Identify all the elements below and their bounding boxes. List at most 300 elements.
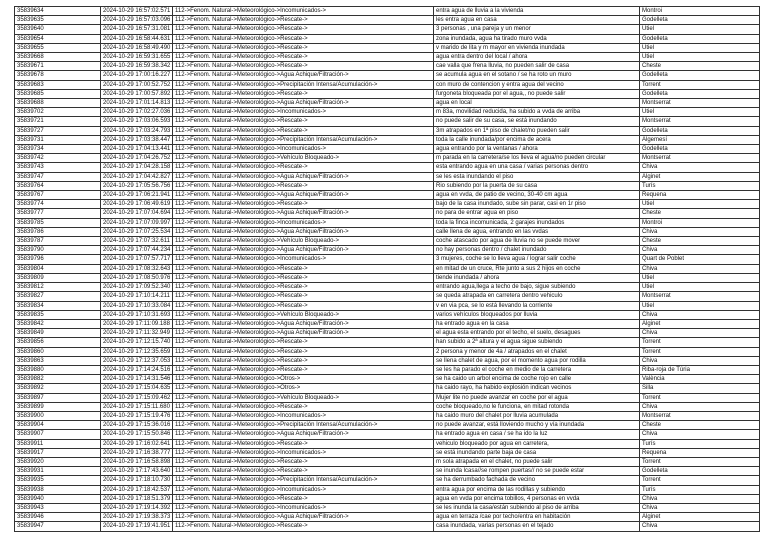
description-cell: m sola atrapada en el chalet, no puede salir <box>434 457 640 466</box>
municipality-cell: Alginet <box>640 319 760 328</box>
incident-id-cell: 35839842 <box>15 319 101 328</box>
table-row <box>15 237 760 246</box>
description-cell: se les ha parado el coche en medio de la carretera <box>434 365 640 374</box>
timestamp-cell: 2024-10-29 17:03:06.593 <box>101 117 173 126</box>
incident-table <box>14 6 760 532</box>
incident-id-cell: 35839892 <box>15 384 101 393</box>
category-cell: 112->Fenom. Natural->Meteorológico->Rescate-> <box>173 356 434 365</box>
table-row <box>15 402 760 411</box>
municipality-cell: Chiva <box>640 310 760 319</box>
municipality-cell: Utiel <box>640 200 760 209</box>
table-row <box>15 421 760 430</box>
table-row <box>15 16 760 25</box>
category-cell: 112->Fenom. Natural->Meteorológico->Rescate-> <box>173 62 434 71</box>
description-cell: vehiculo bloqueado por agua en carretera, <box>434 439 640 448</box>
municipality-cell: Turís <box>640 485 760 494</box>
timestamp-cell: 2024-10-29 17:15:19.476 <box>101 411 173 420</box>
municipality-cell: Godelleta <box>640 126 760 135</box>
category-cell: 112->Fenom. Natural->Meteorológico->Agua Achique/Filtración-> <box>173 246 434 255</box>
category-cell: 112->Fenom. Natural->Meteorológico->Rescate-> <box>173 89 434 98</box>
municipality-cell: Riba-roja de Túria <box>640 365 760 374</box>
incident-id-cell: 35839668 <box>15 53 101 62</box>
incident-id-cell: 35839812 <box>15 283 101 292</box>
municipality-cell: Chiva <box>640 246 760 255</box>
municipality-cell: Godelleta <box>640 34 760 43</box>
category-cell: 112->Fenom. Natural->Meteorológico->Rescate-> <box>173 200 434 209</box>
category-cell: 112->Fenom. Natural->Meteorológico->Rescate-> <box>173 283 434 292</box>
description-cell: agua en vvda, de patio de vecino, 30-40 cm agua <box>434 191 640 200</box>
table-row <box>15 485 760 494</box>
description-cell: no puede avanzar, está lloviendo mucho y vía inundada <box>434 421 640 430</box>
incident-id-cell: 35839904 <box>15 421 101 430</box>
municipality-cell: Montroi <box>640 7 760 16</box>
municipality-cell: Torrent <box>640 338 760 347</box>
table-row <box>15 411 760 420</box>
timestamp-cell: 2024-10-29 17:07:57.717 <box>101 255 173 264</box>
table-row <box>15 117 760 126</box>
description-cell: agua en local <box>434 99 640 108</box>
incident-id-cell: 35839678 <box>15 71 101 80</box>
category-cell: 112->Fenom. Natural->Meteorológico->Otros-> <box>173 375 434 384</box>
municipality-cell: Montserrat <box>640 99 760 108</box>
description-cell: 3m atrapados en 1ª piso de chalet/no pueden salir <box>434 126 640 135</box>
table-row <box>15 393 760 402</box>
municipality-cell: Utiel <box>640 301 760 310</box>
table-row <box>15 448 760 457</box>
table-row <box>15 227 760 236</box>
table-row <box>15 467 760 476</box>
incident-id-cell: 35839947 <box>15 522 101 531</box>
table-row <box>15 135 760 144</box>
category-cell: 112->Fenom. Natural->Meteorológico->Incomunicados-> <box>173 108 434 117</box>
category-cell: 112->Fenom. Natural->Meteorológico->Agua Achique/Filtración-> <box>173 172 434 181</box>
description-cell: m 83a, movilidad reducida, ha subido a vvda de arriba <box>434 108 640 117</box>
timestamp-cell: 2024-10-29 17:05:56.756 <box>101 181 173 190</box>
municipality-cell: Torrent <box>640 476 760 485</box>
municipality-cell: Chiva <box>640 430 760 439</box>
incident-id-cell: 35839907 <box>15 430 101 439</box>
category-cell: 112->Fenom. Natural->Meteorológico->Agua Achique/Filtración-> <box>173 319 434 328</box>
table-row <box>15 89 760 98</box>
timestamp-cell: 2024-10-29 17:19:14.392 <box>101 503 173 512</box>
incident-id-cell: 35839731 <box>15 135 101 144</box>
municipality-cell: Turís <box>640 181 760 190</box>
description-cell: zona inundada, agua ha tirado muro vvda <box>434 34 640 43</box>
timestamp-cell: 2024-10-29 17:17:43.640 <box>101 467 173 476</box>
description-cell: se llena chalet de agua, por el momento agua por rodilla <box>434 356 640 365</box>
timestamp-cell: 2024-10-29 17:07:25.534 <box>101 227 173 236</box>
table-row <box>15 53 760 62</box>
timestamp-cell: 2024-10-29 17:11:32.949 <box>101 329 173 338</box>
incident-table-body <box>15 7 760 532</box>
timestamp-cell: 2024-10-29 17:15:50.846 <box>101 430 173 439</box>
category-cell: 112->Fenom. Natural->Meteorológico->Rescate-> <box>173 457 434 466</box>
category-cell: 112->Fenom. Natural->Meteorológico->Rescate-> <box>173 467 434 476</box>
table-row <box>15 62 760 71</box>
incident-id-cell: 35839734 <box>15 145 101 154</box>
description-cell: no hay personas dentro / chalet inundado <box>434 246 640 255</box>
municipality-cell: Utiel <box>640 43 760 52</box>
description-cell: cae valla que frena lluvia, no pueden salir de casa <box>434 62 640 71</box>
description-cell: coche bloqueado,no le funciona, en mitad rotonda <box>434 402 640 411</box>
description-cell: v marido de lita y m mayor en vivienda inundada <box>434 43 640 52</box>
table-row <box>15 209 760 218</box>
municipality-cell: Requena <box>640 191 760 200</box>
category-cell: 112->Fenom. Natural->Meteorológico->Rescate-> <box>173 301 434 310</box>
table-row <box>15 273 760 282</box>
municipality-cell: Turís <box>640 439 760 448</box>
timestamp-cell: 2024-10-29 17:10:33.084 <box>101 301 173 310</box>
incident-id-cell: 35839911 <box>15 439 101 448</box>
municipality-cell: Godelleta <box>640 467 760 476</box>
incident-id-cell: 35839804 <box>15 264 101 273</box>
incident-id-cell: 35839920 <box>15 457 101 466</box>
timestamp-cell: 2024-10-29 17:11:09.188 <box>101 319 173 328</box>
incident-id-cell: 35839683 <box>15 80 101 89</box>
incident-id-cell: 35839790 <box>15 246 101 255</box>
incident-id-cell: 35839827 <box>15 292 101 301</box>
description-cell: agua entra dentro del local / ahora <box>434 53 640 62</box>
timestamp-cell: 2024-10-29 17:15:04.635 <box>101 384 173 393</box>
timestamp-cell: 2024-10-29 17:15:09.462 <box>101 393 173 402</box>
description-cell: calle llena de agua, entrando en las vvdas <box>434 227 640 236</box>
table-row <box>15 476 760 485</box>
description-cell: Rio subiendo por la puerta de su casa <box>434 181 640 190</box>
incident-id-cell: 35839742 <box>15 154 101 163</box>
table-row <box>15 338 760 347</box>
timestamp-cell: 2024-10-29 17:14:31.546 <box>101 375 173 384</box>
table-row <box>15 71 760 80</box>
category-cell: 112->Fenom. Natural->Meteorológico->Rescate-> <box>173 365 434 374</box>
municipality-cell: Utiel <box>640 108 760 117</box>
timestamp-cell: 2024-10-29 17:19:41.951 <box>101 522 173 531</box>
timestamp-cell: 2024-10-29 16:58:44.631 <box>101 34 173 43</box>
incident-id-cell: 35839899 <box>15 402 101 411</box>
description-cell: se ha caido un arbol encima de coche rojo en calle <box>434 375 640 384</box>
description-cell: coche atascado por agua de lluvia no se puede mover <box>434 237 640 246</box>
description-cell: han subido a 2ª altura y el agua sigue subiendo <box>434 338 640 347</box>
category-cell: 112->Fenom. Natural->Meteorológico->Incomunicados-> <box>173 255 434 264</box>
timestamp-cell: 2024-10-29 17:00:57.892 <box>101 89 173 98</box>
incident-id-cell: 35839655 <box>15 43 101 52</box>
category-cell: 112->Fenom. Natural->Meteorológico->Agua Achique/Filtración-> <box>173 99 434 108</box>
description-cell: casa inundada, varias personas en el tejado <box>434 522 640 531</box>
category-cell: 112->Fenom. Natural->Meteorológico->Rescate-> <box>173 16 434 25</box>
municipality-cell: Algemesí <box>640 135 760 144</box>
category-cell: 112->Fenom. Natural->Meteorológico->Rescate-> <box>173 25 434 34</box>
category-cell: 112->Fenom. Natural->Meteorológico->Incomunicados-> <box>173 411 434 420</box>
municipality-cell: Godelleta <box>640 71 760 80</box>
municipality-cell: Godelleta <box>640 89 760 98</box>
description-cell: se ha derrumbado fachada de vecino <box>434 476 640 485</box>
category-cell: 112->Fenom. Natural->Meteorológico->Incomunicados-> <box>173 448 434 457</box>
incident-id-cell: 35839943 <box>15 503 101 512</box>
incident-id-cell: 35839938 <box>15 485 101 494</box>
description-cell: 2 persona y menor de 4a / atrapados en el chalet <box>434 347 640 356</box>
municipality-cell: Utiel <box>640 273 760 282</box>
description-cell: ha caido muro del chalet por lluvia acumulada <box>434 411 640 420</box>
timestamp-cell: 2024-10-29 17:03:38.447 <box>101 135 173 144</box>
description-cell: entrando agua,llega a techo de bajo, sigue subiendo <box>434 283 640 292</box>
incident-id-cell: 35839635 <box>15 16 101 25</box>
incident-id-cell: 35839787 <box>15 237 101 246</box>
incident-id-cell: 35839856 <box>15 338 101 347</box>
incident-id-cell: 35839940 <box>15 494 101 503</box>
municipality-cell: Alginet <box>640 513 760 522</box>
table-row <box>15 356 760 365</box>
timestamp-cell: 2024-10-29 17:08:50.976 <box>101 273 173 282</box>
timestamp-cell: 2024-10-29 17:06:49.619 <box>101 200 173 209</box>
municipality-cell: Montserrat <box>640 292 760 301</box>
table-row <box>15 108 760 117</box>
municipality-cell: Cheste <box>640 421 760 430</box>
incident-id-cell: 35839764 <box>15 181 101 190</box>
timestamp-cell: 2024-10-29 17:10:14.211 <box>101 292 173 301</box>
municipality-cell: Cheste <box>640 237 760 246</box>
description-cell: ha entrado agua en la casa <box>434 319 640 328</box>
category-cell: 112->Fenom. Natural->Meteorológico->Incomunicados-> <box>173 503 434 512</box>
incident-id-cell: 35839935 <box>15 476 101 485</box>
table-row <box>15 384 760 393</box>
table-row <box>15 181 760 190</box>
incident-id-cell: 35839931 <box>15 467 101 476</box>
municipality-cell: Silla <box>640 384 760 393</box>
timestamp-cell: 2024-10-29 17:08:32.643 <box>101 264 173 273</box>
category-cell: 112->Fenom. Natural->Meteorológico->Agua Achique/Filtración-> <box>173 191 434 200</box>
municipality-cell: Godelleta <box>640 16 760 25</box>
timestamp-cell: 2024-10-29 17:14:24.516 <box>101 365 173 374</box>
description-cell: agua entrando por la ventanas / ahora <box>434 145 640 154</box>
timestamp-cell: 2024-10-29 16:57:03.096 <box>101 16 173 25</box>
table-row <box>15 522 760 531</box>
timestamp-cell: 2024-10-29 17:06:21.941 <box>101 191 173 200</box>
incident-id-cell: 35839796 <box>15 255 101 264</box>
incident-id-cell: 35839809 <box>15 273 101 282</box>
municipality-cell: Montroi <box>640 218 760 227</box>
municipality-cell: Chiva <box>640 163 760 172</box>
municipality-cell: Chiva <box>640 356 760 365</box>
description-cell: bajo de la casa inundado, sube sin parar, casi en 1r piso <box>434 200 640 209</box>
category-cell: 112->Fenom. Natural->Meteorológico->Rescate-> <box>173 439 434 448</box>
table-row <box>15 457 760 466</box>
incident-id-cell: 35839685 <box>15 89 101 98</box>
municipality-cell: Cheste <box>640 62 760 71</box>
category-cell: 112->Fenom. Natural->Meteorológico->Rescate-> <box>173 347 434 356</box>
municipality-cell: Chiva <box>640 503 760 512</box>
category-cell: 112->Fenom. Natural->Meteorológico->Incomunicados-> <box>173 145 434 154</box>
category-cell: 112->Fenom. Natural->Meteorológico->Rescate-> <box>173 126 434 135</box>
timestamp-cell: 2024-10-29 17:12:15.740 <box>101 338 173 347</box>
description-cell: entra agua por encima de las rodillas y subiendo <box>434 485 640 494</box>
timestamp-cell: 2024-10-29 16:58:49.490 <box>101 43 173 52</box>
description-cell: no puede salir de su casa, se está inundando <box>434 117 640 126</box>
timestamp-cell: 2024-10-29 17:01:14.813 <box>101 99 173 108</box>
category-cell: 112->Fenom. Natural->Meteorológico->Agua Achique/Filtración-> <box>173 209 434 218</box>
incident-id-cell: 35839721 <box>15 117 101 126</box>
municipality-cell: Montserrat <box>640 117 760 126</box>
municipality-cell: Chiva <box>640 402 760 411</box>
description-cell: se les esta inundando el piso <box>434 172 640 181</box>
timestamp-cell: 2024-10-29 17:19:38.373 <box>101 513 173 522</box>
description-cell: tiende inundada / ahora <box>434 273 640 282</box>
incident-id-cell: 35839849 <box>15 329 101 338</box>
category-cell: 112->Fenom. Natural->Meteorológico->Precipitación Intensa/Acumulación-> <box>173 80 434 89</box>
table-row <box>15 34 760 43</box>
description-cell: Mujer lite no puede avanzar en coche por el agua <box>434 393 640 402</box>
incident-id-cell: 35839671 <box>15 62 101 71</box>
incident-id-cell: 35839917 <box>15 448 101 457</box>
table-row <box>15 430 760 439</box>
incident-id-cell: 35839946 <box>15 513 101 522</box>
category-cell: 112->Fenom. Natural->Meteorológico->Rescate-> <box>173 181 434 190</box>
description-cell: toda la calle inundada/por encima de acera <box>434 135 640 144</box>
table-row <box>15 292 760 301</box>
description-cell: ha caido rayo, ha habido explosión indican vecinos <box>434 384 640 393</box>
timestamp-cell: 2024-10-29 17:07:44.234 <box>101 246 173 255</box>
category-cell: 112->Fenom. Natural->Meteorológico->Rescate-> <box>173 163 434 172</box>
table-row <box>15 494 760 503</box>
category-cell: 112->Fenom. Natural->Meteorológico->Vehículo Bloqueado-> <box>173 237 434 246</box>
table-row <box>15 246 760 255</box>
table-row <box>15 439 760 448</box>
municipality-cell: Quart de Poblet <box>640 255 760 264</box>
incident-id-cell: 35839835 <box>15 310 101 319</box>
incident-id-cell: 35839834 <box>15 301 101 310</box>
timestamp-cell: 2024-10-29 17:09:52.340 <box>101 283 173 292</box>
category-cell: 112->Fenom. Natural->Meteorológico->Precipitación Intensa/Acumulación-> <box>173 135 434 144</box>
description-cell: v en via pca, se lo está llevando la corriente <box>434 301 640 310</box>
category-cell: 112->Fenom. Natural->Meteorológico->Rescate-> <box>173 292 434 301</box>
municipality-cell: Utiel <box>640 25 760 34</box>
category-cell: 112->Fenom. Natural->Meteorológico->Incomunicados-> <box>173 7 434 16</box>
timestamp-cell: 2024-10-29 17:18:10.730 <box>101 476 173 485</box>
timestamp-cell: 2024-10-29 17:15:36.016 <box>101 421 173 430</box>
timestamp-cell: 2024-10-29 17:02:27.036 <box>101 108 173 117</box>
municipality-cell: Requena <box>640 448 760 457</box>
description-cell: ha entrado agua en casa / se ha ido la luz <box>434 430 640 439</box>
category-cell: 112->Fenom. Natural->Meteorológico->Vehículo Bloqueado-> <box>173 310 434 319</box>
table-row <box>15 347 760 356</box>
description-cell: 3 mujeres, coche se lo lleva agua / lograr salir coche <box>434 255 640 264</box>
table-row <box>15 80 760 89</box>
timestamp-cell: 2024-10-29 17:00:16.227 <box>101 71 173 80</box>
timestamp-cell: 2024-10-29 17:16:38.777 <box>101 448 173 457</box>
incident-id-cell: 35839897 <box>15 393 101 402</box>
table-row <box>15 255 760 264</box>
timestamp-cell: 2024-10-29 17:12:35.659 <box>101 347 173 356</box>
incident-id-cell: 35839688 <box>15 99 101 108</box>
table-row <box>15 126 760 135</box>
municipality-cell: Torrent <box>640 457 760 466</box>
table-row <box>15 191 760 200</box>
incident-id-cell: 35839702 <box>15 108 101 117</box>
incident-id-cell: 35839743 <box>15 163 101 172</box>
timestamp-cell: 2024-10-29 17:04:13.441 <box>101 145 173 154</box>
category-cell: 112->Fenom. Natural->Meteorológico->Rescate-> <box>173 273 434 282</box>
table-row <box>15 163 760 172</box>
incident-id-cell: 35839785 <box>15 218 101 227</box>
municipality-cell: Godelleta <box>640 145 760 154</box>
table-row <box>15 365 760 374</box>
table-row <box>15 329 760 338</box>
timestamp-cell: 2024-10-29 17:03:24.793 <box>101 126 173 135</box>
timestamp-cell: 2024-10-29 17:10:31.693 <box>101 310 173 319</box>
description-cell: esta entrando agua en una casa / varias personas dentro <box>434 163 640 172</box>
category-cell: 112->Fenom. Natural->Meteorológico->Rescate-> <box>173 264 434 273</box>
description-cell: el agua esta entrando por el techo, el suelo, desagues <box>434 329 640 338</box>
municipality-cell: Alginet <box>640 172 760 181</box>
timestamp-cell: 2024-10-29 16:59:31.655 <box>101 53 173 62</box>
description-cell: se inunda lcasa//se rompen puertas// no se puede estar <box>434 467 640 476</box>
category-cell: 112->Fenom. Natural->Meteorológico->Rescate-> <box>173 53 434 62</box>
table-row <box>15 503 760 512</box>
description-cell: les entra agua en casa <box>434 16 640 25</box>
category-cell: 112->Fenom. Natural->Meteorológico->Vehículo Bloqueado-> <box>173 154 434 163</box>
municipality-cell: Chiva <box>640 522 760 531</box>
table-row <box>15 99 760 108</box>
category-cell: 112->Fenom. Natural->Meteorológico->Rescate-> <box>173 494 434 503</box>
timestamp-cell: 2024-10-29 17:16:02.641 <box>101 439 173 448</box>
table-row <box>15 264 760 273</box>
municipality-cell: Chiva <box>640 227 760 236</box>
table-row <box>15 25 760 34</box>
timestamp-cell: 2024-10-29 16:57:31.081 <box>101 25 173 34</box>
incident-id-cell: 35839882 <box>15 375 101 384</box>
table-row <box>15 7 760 16</box>
description-cell: m parada en la carretera/se los lleva el agua/no pueden circular <box>434 154 640 163</box>
table-row <box>15 145 760 154</box>
incident-id-cell: 35839880 <box>15 365 101 374</box>
category-cell: 112->Fenom. Natural->Meteorológico->Rescate-> <box>173 117 434 126</box>
timestamp-cell: 2024-10-29 16:59:38.342 <box>101 62 173 71</box>
incident-id-cell: 35839900 <box>15 411 101 420</box>
incident-id-cell: 35839860 <box>15 347 101 356</box>
table-row <box>15 172 760 181</box>
description-cell: no para de entrar agua en piso <box>434 209 640 218</box>
municipality-cell: Montserrat <box>640 411 760 420</box>
description-cell: entra agua de lluvia a la vivienda <box>434 7 640 16</box>
table-row <box>15 283 760 292</box>
category-cell: 112->Fenom. Natural->Meteorológico->Rescate-> <box>173 34 434 43</box>
category-cell: 112->Fenom. Natural->Meteorológico->Agua Achique/Filtración-> <box>173 329 434 338</box>
incident-id-cell: 35839634 <box>15 7 101 16</box>
timestamp-cell: 2024-10-29 17:07:32.611 <box>101 237 173 246</box>
timestamp-cell: 2024-10-29 17:18:51.379 <box>101 494 173 503</box>
description-cell: con muro de contencion y entra agua del vecino <box>434 80 640 89</box>
description-cell: se está inundando parte baja de casa <box>434 448 640 457</box>
timestamp-cell: 2024-10-29 17:04:28.158 <box>101 163 173 172</box>
description-cell: 3 personas , una pareja y un menor <box>434 25 640 34</box>
description-cell: se les inunda la casa/están subiendo al piso de arriba <box>434 503 640 512</box>
table-row <box>15 301 760 310</box>
description-cell: toda la finca incomunicada, 2 garajes inundados <box>434 218 640 227</box>
category-cell: 112->Fenom. Natural->Meteorológico->Agua Achique/Filtración-> <box>173 71 434 80</box>
table-row <box>15 218 760 227</box>
description-cell: agua en vvda por encima tobillos, 4 personas en vvda <box>434 494 640 503</box>
incident-id-cell: 35839786 <box>15 227 101 236</box>
timestamp-cell: 2024-10-29 17:16:58.898 <box>101 457 173 466</box>
description-cell: furgoneta bloqueada por el agua,, no puede salir <box>434 89 640 98</box>
category-cell: 112->Fenom. Natural->Meteorológico->Precipitación Intensa/Acumulación-> <box>173 421 434 430</box>
timestamp-cell: 2024-10-29 17:04:26.752 <box>101 154 173 163</box>
incident-id-cell: 35839747 <box>15 172 101 181</box>
description-cell: en mitad de un cruce, Rte junto a sus 2 hijos en coche <box>434 264 640 273</box>
description-cell: se queda atrapada en carretera dentro vehiculo <box>434 292 640 301</box>
table-row <box>15 375 760 384</box>
description-cell: agua en terraza /cae por techo/entra en habitación <box>434 513 640 522</box>
timestamp-cell: 2024-10-29 17:12:37.053 <box>101 356 173 365</box>
timestamp-cell: 2024-10-29 16:57:02.571 <box>101 7 173 16</box>
